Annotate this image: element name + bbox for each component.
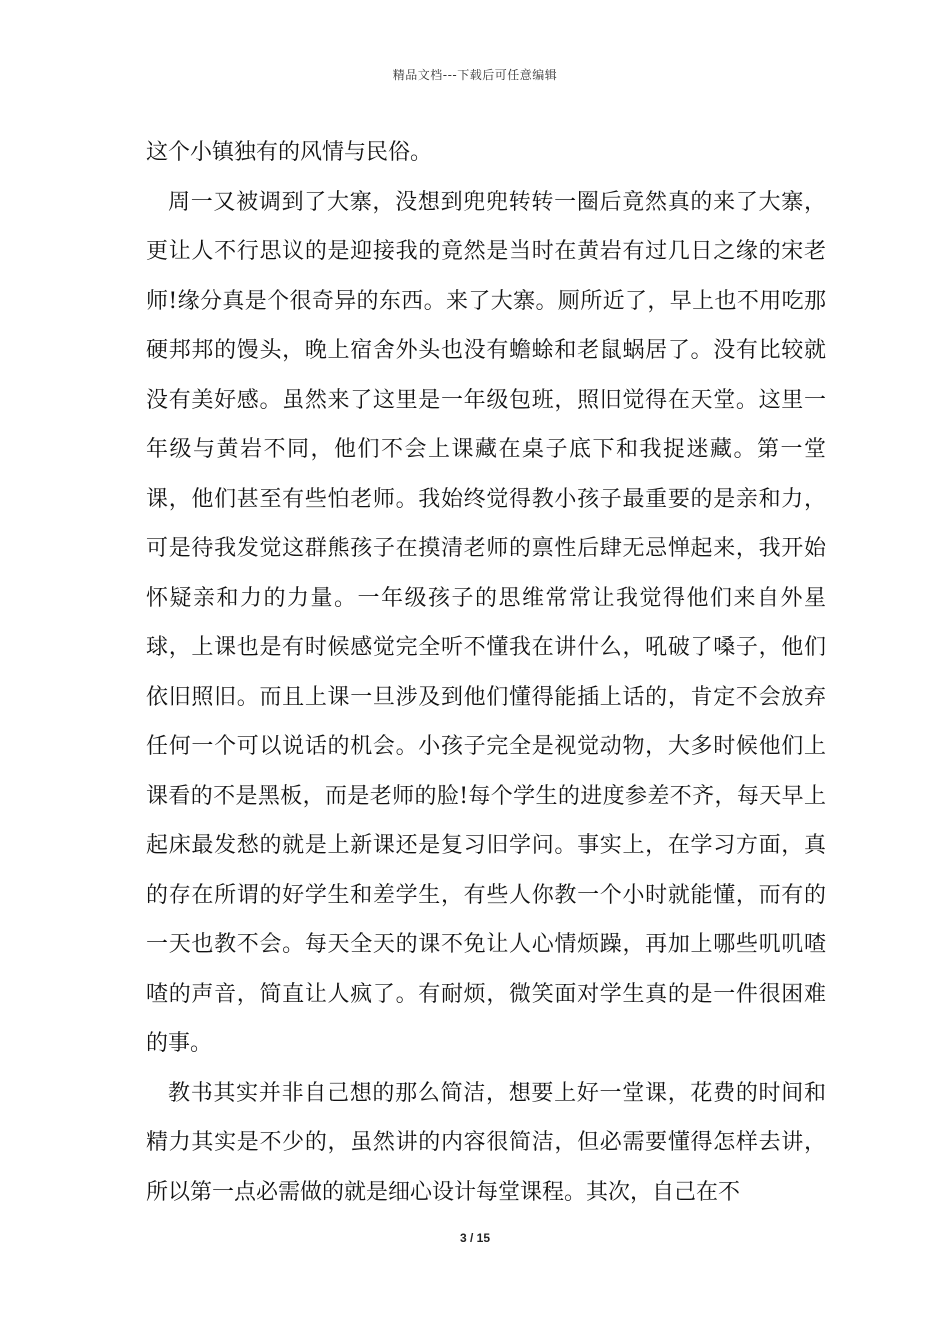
paragraph: 周一又被调到了大寨，没想到兜兜转转一圈后竟然真的来了大寨，更让人不行思议的是迎接我的竟然是当时在黄岩有过几日之缘的宋老师!缘分真是个很奇异的东西。来了大寨。厕所近了，早上也不用吃那硬邦邦的馒头，晚上宿舍外头也没有蟾蜍和老鼠蜗居了。没有比较就没有美好感。虽然来了这里是一年级包班，照旧觉得在天堂。这里一年级与黄岩不同，他们不会上课藏在桌子底下和我捉迷藏。第一堂课，他们甚至有些怕老师。我始终觉得教小孩子最重要的是亲和力，可是待我发觉这群熊孩子在摸清老师的禀性后肆无忌惮起来，我开始怀疑亲和力的力量。一年级孩子的思维常常让我觉得他们来自外星球，上课也是有时候感觉完全听不懂我在讲什么，吼破了嗓子，他们依旧照旧。而且上课一旦涉及到他们懂得能插上话的，肯定不会放弃任何一个可以说话的机会。小孩子完全是视觉动物，大多时候他们上课看的不是黑板，而是老师的脸!每个学生的进度参差不齐，每天早上起床最发愁的就是上新课还是复习旧学问。事实上，在学习方面，真的存在所谓的好学生和差学生，有些人你教一个小时就能懂，而有的一天也教不会。每天全天的课不免让人心情烦躁，再加上哪些叽叽喳喳的声音，简直让人疯了。有耐烦，微笑面对学生真的是一件很困难的事。 — [146, 189, 826, 1056]
paragraph-continued: 这个小镇独有的风情与民俗。 — [146, 140, 433, 165]
paragraph: 教书其实并非自己想的那么简洁，想要上好一堂课，花费的时间和精力其实是不少的，虽然讲的内容很简洁，但必需要懂得怎样去讲，所以第一点必需做的就是细心设计每堂课程。其次，自己在不 — [146, 1080, 826, 1205]
page-header: 精品文档---下载后可任意编辑 — [392, 68, 558, 82]
document-body — [146, 128, 826, 1217]
page-number: 3 / 15 — [459, 1231, 491, 1245]
